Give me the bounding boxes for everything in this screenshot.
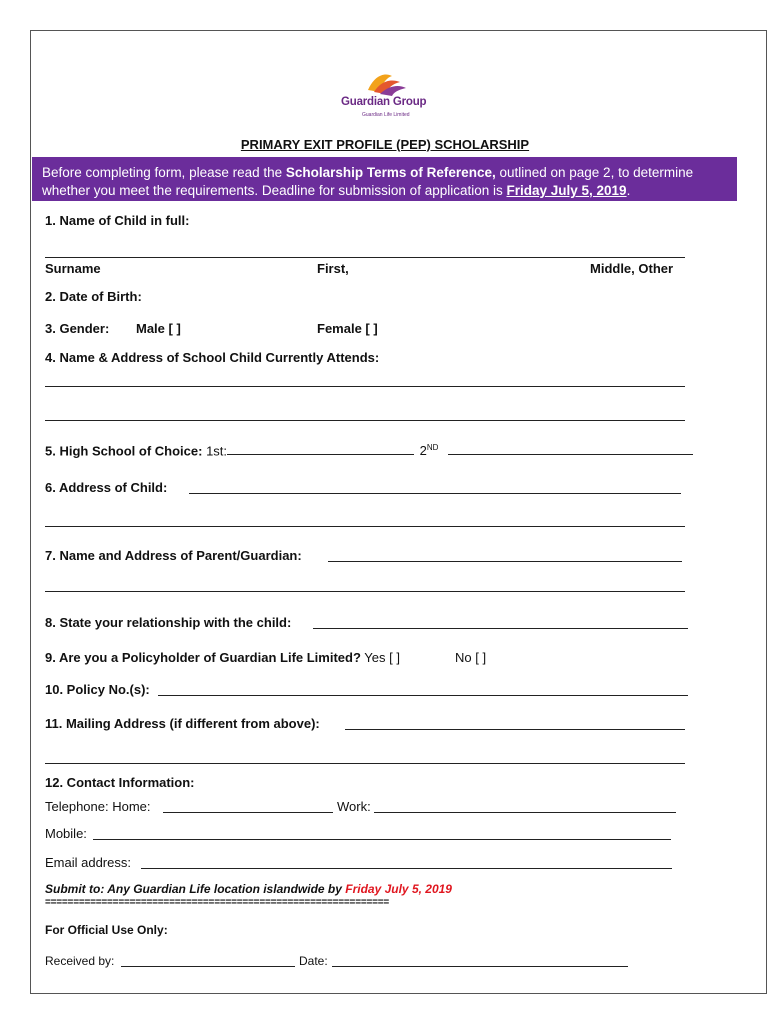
deadline-text: Friday July 5, 2019 [506,183,627,198]
school-line-1-field[interactable] [45,386,685,387]
logo-subtitle: Guardian Life Limited [362,112,410,118]
q9-label: 9. Are you a Policyholder of Guardian Life Limited? [45,650,361,665]
gender-female-checkbox[interactable]: Female [ ] [317,321,378,336]
official-use-label: For Official Use Only: [45,923,168,937]
q6-address-label: 6. Address of Child: [45,480,168,495]
received-by-field[interactable] [121,966,295,967]
policy-number-field[interactable] [158,695,688,696]
q2-date-of-birth-label: 2. Date of Birth: [45,289,142,304]
second-choice-label: 2 [419,443,427,459]
second-choice-field[interactable] [448,443,693,455]
page-title: PRIMARY EXIT PROFILE (PEP) SCHOLARSHIP [240,137,530,152]
child-name-field[interactable] [45,257,685,258]
instructions-banner [32,157,737,201]
gender-male-checkbox[interactable]: Male [ ] [136,321,181,336]
parent-field-1[interactable] [328,561,682,562]
mobile-label: Mobile: [45,826,87,841]
q4-school-label: 4. Name & Address of School Child Currently Attends: [45,350,380,365]
policyholder-yes-checkbox[interactable]: Yes [ ] [364,650,400,665]
q10-policy-label: 10. Policy No.(s): [45,682,150,697]
parent-field-2[interactable] [45,591,685,592]
work-phone-label: Work: [337,799,371,814]
logo-name: Guardian Group [341,96,427,108]
mailing-address-field-1[interactable] [345,729,685,730]
submit-text: Submit to: Any Guardian Life location islandwide by [45,882,346,896]
school-line-2-field[interactable] [45,420,685,421]
work-phone-field[interactable] [374,812,676,813]
first-choice-label: 1st: [202,443,228,459]
q5-row [45,443,693,458]
child-address-field-1[interactable] [189,493,681,494]
policyholder-no-checkbox[interactable]: No [ ] [455,650,487,665]
q12-contact-label: 12. Contact Information: [45,775,195,790]
home-phone-field[interactable] [163,812,333,813]
banner-text-end: . [626,183,631,198]
banner-text-line2: whether you meet the requirements. Deadline for submission of application is [42,183,507,198]
second-choice-sup: ND [426,443,439,452]
q3-gender-label: 3. Gender: [45,321,110,336]
relationship-field[interactable] [313,628,688,629]
banner-text-post: outlined on page 2, to determine [495,165,694,180]
child-address-field-2[interactable] [45,526,685,527]
received-by-label: Received by: [45,954,115,968]
first-name-label: First, [317,261,349,276]
banner-text-pre: Before completing form, please read the [42,165,286,180]
q11-mailing-label: 11. Mailing Address (if different from above): [45,716,320,731]
q1-label: 1. Name of Child in full: [45,213,190,228]
mobile-field[interactable] [93,839,671,840]
official-date-label: Date: [299,954,328,968]
official-date-field[interactable] [332,966,628,967]
middle-name-label: Middle, Other [590,261,674,276]
surname-label: Surname [45,261,101,276]
email-label: Email address: [45,855,131,870]
q8-relationship-label: 8. State your relationship with the child: [45,615,292,630]
q5-label: 5. High School of Choice: [45,443,203,459]
submit-deadline: Friday July 5, 2019 [345,882,452,896]
separator-line: ============================================================= [45,897,390,908]
q7-parent-label: 7. Name and Address of Parent/Guardian: [45,548,302,563]
mailing-address-field-2[interactable] [45,763,685,764]
terms-of-reference-text: Scholarship Terms of Reference, [285,165,496,180]
email-field[interactable] [141,868,672,869]
submit-instruction [45,882,452,896]
q9-row [45,650,400,665]
first-choice-field[interactable] [227,443,414,455]
home-phone-label: Telephone: Home: [45,799,151,814]
